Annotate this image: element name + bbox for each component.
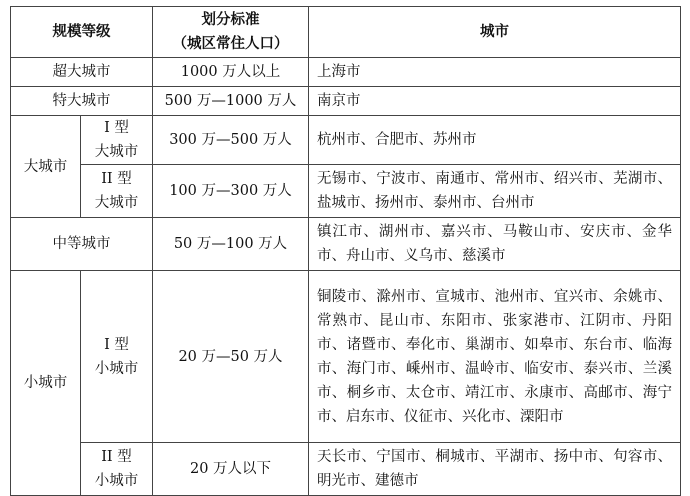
criteria-cell: 300 万—500 万人 — [153, 116, 309, 165]
table-row — [11, 58, 681, 87]
cities-cell: 无锡市、宁波市、南通市、常州市、绍兴市、芜湖市、盐城市、扬州市、泰州市、台州市 — [309, 165, 681, 218]
cities-cell: 镇江市、湖州市、嘉兴市、马鞍山市、安庆市、金华市、舟山市、义乌市、慈溪市 — [309, 218, 681, 271]
criteria-cell: 20 万人以下 — [153, 443, 309, 496]
table-row — [11, 443, 681, 496]
header-cities: 城市 — [309, 7, 681, 58]
city-scale-table — [10, 6, 681, 496]
header-criteria-subtitle: （城区常住人口） — [172, 35, 289, 52]
header-criteria-title: 划分标准 — [201, 11, 260, 28]
cities-cell: 南京市 — [309, 87, 681, 116]
level-cell: 小城市 — [11, 271, 81, 496]
table-row — [11, 271, 681, 443]
subtype-name: 大城市 — [94, 144, 139, 160]
subtype-cell — [81, 116, 153, 165]
criteria-cell: 500 万—1000 万人 — [153, 87, 309, 116]
level-cell: 特大城市 — [11, 87, 153, 116]
subtype-name: 小城市 — [94, 473, 139, 489]
subtype-name: 大城市 — [94, 195, 139, 211]
cities-cell: 杭州市、合肥市、苏州市 — [309, 116, 681, 165]
cities-cell: 天长市、宁国市、桐城市、平湖市、扬中市、句容市、明光市、建德市 — [309, 443, 681, 496]
cities-cell: 铜陵市、滁州市、宣城市、池州市、宜兴市、余姚市、常熟市、昆山市、东阳市、张家港市、江阴市、丹阳市、诸暨市、奉化市、巢湖市、如皋市、东台市、临海市、海门市、嵊州市、温岭市、临安市、泰兴市、兰溪市、桐乡市、太仓市、靖江市、永康市、高邮市、海宁市、启东市、仪征市、兴化市、溧阳市 — [309, 271, 681, 443]
table-row — [11, 87, 681, 116]
criteria-cell: 50 万—100 万人 — [153, 218, 309, 271]
header-row — [11, 7, 681, 58]
subtype-label: I 型 — [104, 120, 129, 136]
subtype-name: 小城市 — [94, 360, 139, 377]
table-row — [11, 165, 681, 218]
subtype-cell — [81, 443, 153, 496]
header-criteria — [153, 7, 309, 58]
header-level: 规模等级 — [11, 7, 153, 58]
subtype-label: II 型 — [101, 449, 132, 465]
criteria-cell: 1000 万人以上 — [153, 58, 309, 87]
table-row — [11, 116, 681, 165]
subtype-cell — [81, 165, 153, 218]
subtype-label: I 型 — [104, 336, 129, 353]
subtype-label: II 型 — [101, 171, 132, 187]
cities-cell: 上海市 — [309, 58, 681, 87]
criteria-cell: 20 万—50 万人 — [153, 271, 309, 443]
table-row — [11, 218, 681, 271]
level-cell: 中等城市 — [11, 218, 153, 271]
subtype-cell — [81, 271, 153, 443]
level-cell: 超大城市 — [11, 58, 153, 87]
criteria-cell: 100 万—300 万人 — [153, 165, 309, 218]
level-cell: 大城市 — [11, 116, 81, 218]
